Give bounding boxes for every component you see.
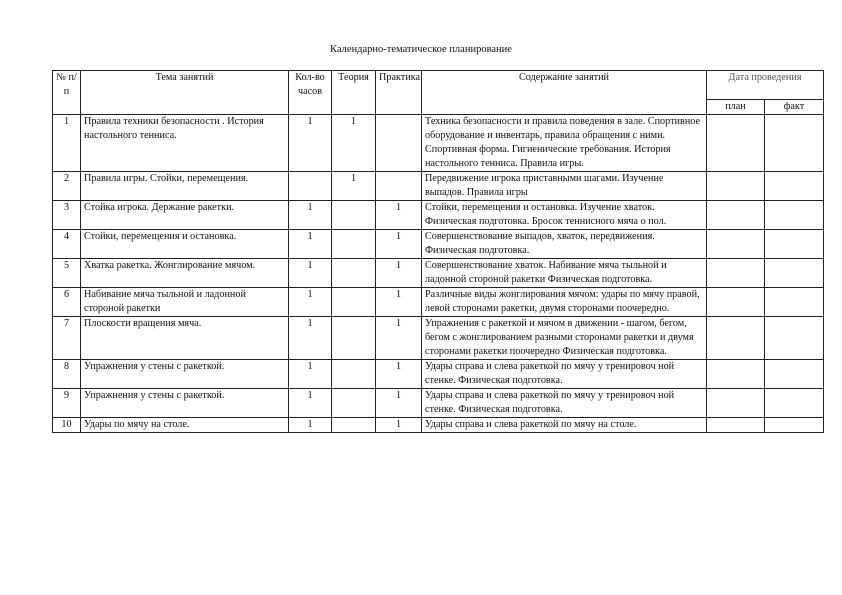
row-practice-cell <box>376 115 422 172</box>
row-num-cell: 1 <box>53 115 81 172</box>
row-topic-cell: Плоскости вращения мяча. <box>81 317 289 360</box>
row-num-cell: 3 <box>53 201 81 230</box>
row-theory-cell: 1 <box>332 172 376 201</box>
row-num-cell: 9 <box>53 389 81 418</box>
row-plan-cell <box>707 418 765 433</box>
row-hours-cell: 1 <box>289 317 332 360</box>
row-fact-cell <box>765 172 824 201</box>
header-theory: Теория <box>332 71 376 115</box>
header-fact: факт <box>765 100 824 115</box>
row-content-cell: Совершенствование выпадов, хваток, передвижения. Физическая подготовка. <box>422 230 707 259</box>
table-row <box>53 259 824 288</box>
row-practice-cell: 1 <box>376 418 422 433</box>
row-topic-cell: Упражнения у стены с ракеткой. <box>81 360 289 389</box>
row-plan-cell <box>707 259 765 288</box>
row-num-cell: 6 <box>53 288 81 317</box>
row-num-cell: 7 <box>53 317 81 360</box>
header-content: Содержание занятий <box>422 71 707 115</box>
row-plan-cell <box>707 115 765 172</box>
row-plan-cell <box>707 230 765 259</box>
row-hours-cell: 1 <box>289 389 332 418</box>
table-row <box>53 115 824 172</box>
header-date: Дата проведения <box>707 71 824 100</box>
row-content-cell: Передвижение игрока приставными шагами. Изучение выпадов. Правила игры <box>422 172 707 201</box>
row-topic-cell: Стойка игрока. Держание ракетки. <box>81 201 289 230</box>
row-fact-cell <box>765 201 824 230</box>
table-body <box>53 115 824 433</box>
table-row <box>53 317 824 360</box>
row-hours-cell: 1 <box>289 115 332 172</box>
row-practice-cell: 1 <box>376 288 422 317</box>
row-content-cell: Стойки, перемещения и остановка. Изучение хваток. Физическая подготовка. Бросок теннисного мяча о пол. <box>422 201 707 230</box>
row-practice-cell: 1 <box>376 259 422 288</box>
row-plan-cell <box>707 201 765 230</box>
row-fact-cell <box>765 230 824 259</box>
table-row <box>53 389 824 418</box>
schedule-table <box>52 70 824 433</box>
row-practice-cell: 1 <box>376 317 422 360</box>
row-content-cell: Упражнения с ракеткой и мячом в движении - шагом, бегом, бегом с жонглированием разными сторонами ракетки и двумя сторонами ракетки поочередно Физическая подготовка. <box>422 317 707 360</box>
row-num-cell: 2 <box>53 172 81 201</box>
table-row <box>53 418 824 433</box>
row-theory-cell: 1 <box>332 115 376 172</box>
row-theory-cell <box>332 288 376 317</box>
row-hours-cell: 1 <box>289 288 332 317</box>
row-theory-cell <box>332 389 376 418</box>
row-practice-cell: 1 <box>376 230 422 259</box>
table-row <box>53 360 824 389</box>
row-topic-cell: Правила техники безопасности . История настольного тенниса. <box>81 115 289 172</box>
row-plan-cell <box>707 360 765 389</box>
row-hours-cell: 1 <box>289 201 332 230</box>
row-practice-cell: 1 <box>376 389 422 418</box>
row-topic-cell: Набивание мяча тыльной и ладонной стороной ракетки <box>81 288 289 317</box>
row-theory-cell <box>332 360 376 389</box>
table-row <box>53 172 824 201</box>
row-plan-cell <box>707 317 765 360</box>
row-plan-cell <box>707 172 765 201</box>
row-topic-cell: Стойки, перемещения и остановка. <box>81 230 289 259</box>
row-fact-cell <box>765 317 824 360</box>
row-hours-cell: 1 <box>289 259 332 288</box>
row-theory-cell <box>332 201 376 230</box>
row-practice-cell: 1 <box>376 360 422 389</box>
row-hours-cell: 1 <box>289 418 332 433</box>
row-practice-cell: 1 <box>376 201 422 230</box>
row-fact-cell <box>765 389 824 418</box>
header-num: № п/п <box>53 71 81 115</box>
row-topic-cell: Правила игры. Стойки, перемещения. <box>81 172 289 201</box>
header-practice: Практика <box>376 71 422 115</box>
table-row <box>53 230 824 259</box>
row-num-cell: 5 <box>53 259 81 288</box>
document-title: Календарно-тематическое планирование <box>330 44 512 55</box>
row-fact-cell <box>765 288 824 317</box>
row-theory-cell <box>332 317 376 360</box>
row-theory-cell <box>332 418 376 433</box>
row-hours-cell <box>289 172 332 201</box>
row-num-cell: 4 <box>53 230 81 259</box>
header-hours: Кол-во часов <box>289 71 332 115</box>
row-num-cell: 10 <box>53 418 81 433</box>
row-content-cell: Совершенствование хваток. Набивание мяча тыльной и ладонной стороной ракетки Физическая подготовка. <box>422 259 707 288</box>
row-topic-cell: Удары по мячу на столе. <box>81 418 289 433</box>
row-plan-cell <box>707 288 765 317</box>
row-num-cell: 8 <box>53 360 81 389</box>
row-fact-cell <box>765 115 824 172</box>
table-row <box>53 288 824 317</box>
row-plan-cell <box>707 389 765 418</box>
header-plan: план <box>707 100 765 115</box>
row-topic-cell: Упражнения у стены с ракеткой. <box>81 389 289 418</box>
row-hours-cell: 1 <box>289 230 332 259</box>
header-row <box>53 71 824 100</box>
row-content-cell: Техника безопасности и правила поведения в зале. Спортивное оборудование и инвентарь, правила обращения с ними. Спортивная форма. Гигиенические требования. История настольного тенниса. Правила игры. <box>422 115 707 172</box>
row-fact-cell <box>765 360 824 389</box>
row-content-cell: Различные виды жонглирования мячом: удары по мячу правой, левой сторонами ракетки, двумя сторонами поочередно. <box>422 288 707 317</box>
table-row <box>53 201 824 230</box>
header-topic: Тема занятий <box>81 71 289 115</box>
row-hours-cell: 1 <box>289 360 332 389</box>
row-content-cell: Удары справа и слева ракеткой по мячу у тренировоч ной стенке. Физическая подготовка. <box>422 360 707 389</box>
row-practice-cell <box>376 172 422 201</box>
row-theory-cell <box>332 230 376 259</box>
row-content-cell: Удары справа и слева ракеткой по мячу у тренировоч ной стенке. Физическая подготовка. <box>422 389 707 418</box>
row-theory-cell <box>332 259 376 288</box>
row-fact-cell <box>765 259 824 288</box>
row-topic-cell: Хватка ракетка. Жонглирование мячом. <box>81 259 289 288</box>
row-fact-cell <box>765 418 824 433</box>
row-content-cell: Удары справа и слева ракеткой по мячу на столе. <box>422 418 707 433</box>
